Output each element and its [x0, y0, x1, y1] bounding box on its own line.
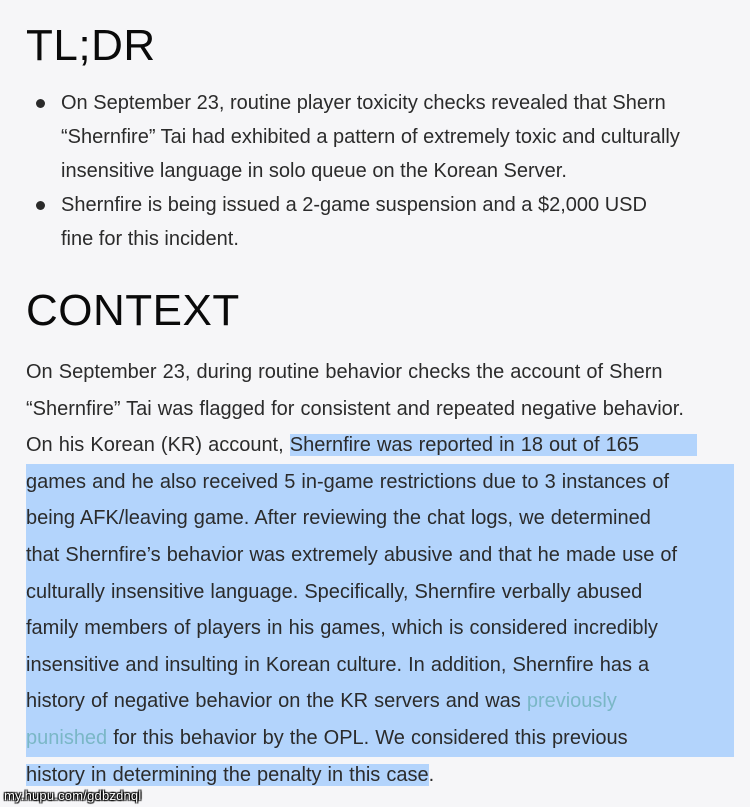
context-line [26, 427, 746, 464]
bullet-text-line: Shernfire is being issued a 2-game suspension and a $2,000 USD [61, 194, 647, 216]
context-text: history of negative behavior on the KR servers and was [26, 690, 527, 713]
context-line: On September 23, during routine behavior checks the account of Shern [26, 361, 663, 383]
bullet-text-line: On September 23, routine player toxicity checks revealed that Shern [61, 92, 666, 114]
previously-punished-link-part2[interactable]: punished [26, 726, 108, 749]
selected-line: that Shernfire’s behavior was extremely abusive and that he made use of [26, 537, 734, 574]
selected-line: insensitive and insulting in Korean culture. In addition, Shernfire has a [26, 647, 734, 684]
selected-line: family members of players in his games, which is considered incredibly [26, 610, 734, 647]
selected-line [26, 683, 734, 720]
tldr-bullet-list [0, 86, 750, 256]
bullet-text-line: “Shernfire” Tai had exhibited a pattern of extremely toxic and culturally [61, 126, 680, 148]
bullet-dot-icon [36, 99, 45, 108]
selected-line: being AFK/leaving game. After reviewing the chat logs, we determined [26, 500, 734, 537]
context-text: . [428, 763, 435, 786]
selected-text: Shernfire was reported in 18 out of 165 [290, 434, 697, 456]
bullet-dot-icon [36, 201, 45, 210]
watermark: my.hupu.com/gdbzdnql [4, 788, 142, 803]
context-heading: CONTEXT [26, 286, 240, 335]
context-paragraph [26, 354, 746, 793]
context-text: On his Korean (KR) account, [26, 434, 290, 457]
selected-text: history in determining the penalty in this case [26, 763, 429, 786]
selected-line [26, 720, 734, 757]
previously-punished-link-part1[interactable]: previously [526, 690, 617, 713]
tldr-heading: TL;DR [26, 21, 156, 70]
context-line: “Shernfire” Tai was flagged for consistent and repeated negative behavior. [26, 397, 684, 420]
tldr-bullet-item [0, 86, 741, 188]
bullet-text-line: insensitive language in solo queue on the Korean Server. [61, 160, 567, 182]
selected-line: games and he also received 5 in-game restrictions due to 3 instances of [26, 464, 734, 501]
context-text: for this behavior by the OPL. We considered this previous [107, 726, 628, 749]
bullet-text-line: fine for this incident. [61, 228, 239, 250]
selected-line: culturally insensitive language. Specifically, Shernfire verbally abused [26, 574, 734, 611]
tldr-bullet-item [0, 188, 741, 256]
